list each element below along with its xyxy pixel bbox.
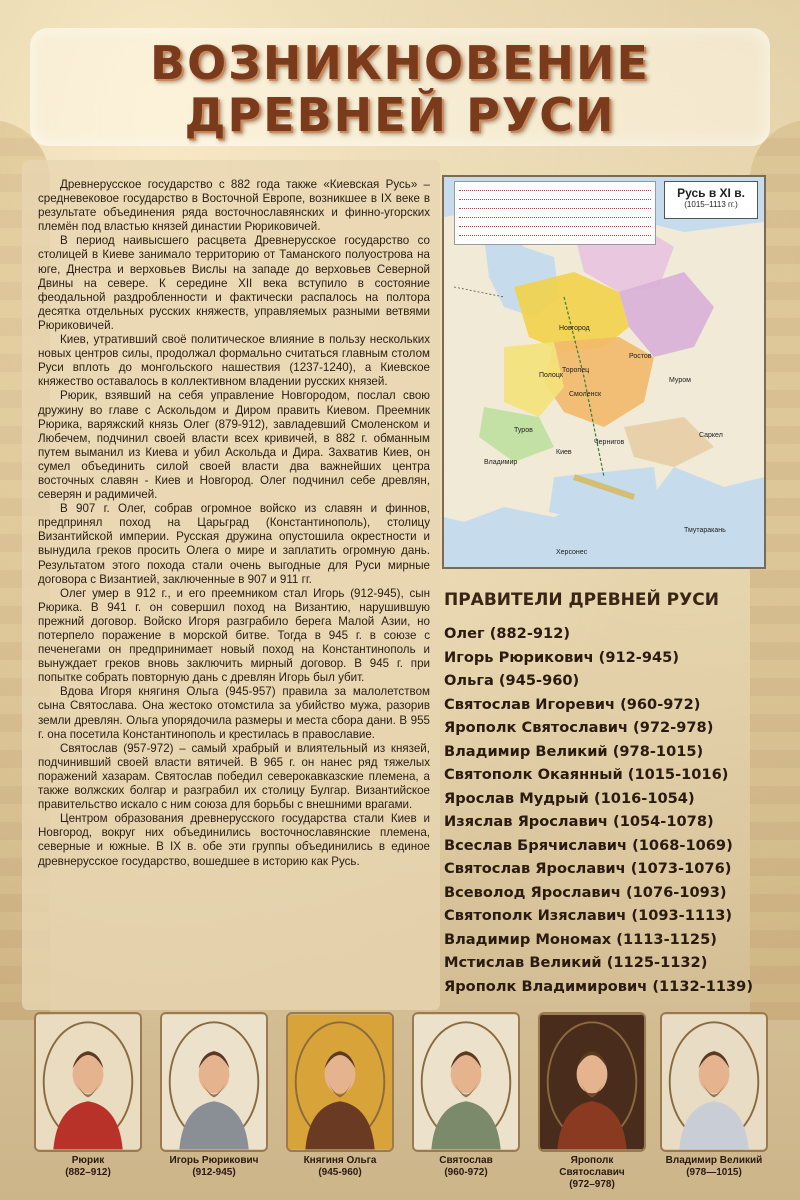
map-city-label: Туров <box>514 427 533 434</box>
map-subtitle: (1015–1113 гг.) <box>684 200 738 209</box>
portrait-card <box>34 1012 142 1179</box>
portrait-card <box>660 1012 768 1179</box>
portrait-name: Святослав <box>439 1155 493 1166</box>
portrait-name: Рюрик <box>71 1155 105 1166</box>
map-city-label: Смоленск <box>569 391 602 398</box>
portrait-years: (945-960) <box>318 1167 362 1178</box>
portrait-card <box>160 1012 268 1179</box>
article-paragraph: Вдова Игоря княгиня Ольга (945-957) правила за малолетством сына Святослава. Она жестоко отомстила за убийство мужа, разорив земли древлян. Ольга упорядочила размеры и места сбора дани. В 955 г. она посетила Константинополь и крестилась в православие. <box>38 685 430 741</box>
ruler-item: Ольга (945-960) <box>444 672 580 689</box>
article-paragraph: В период наивысшего расцвета Древнерусское государство со столицей в Киеве занимало территорию от Таманского полуострова на юге, Днестра и верховьев Вислы на западе до верховьев Северной Двины на севере. К середине XII века вступило в состояние феодальной раздробленности и фактически распалось на полтора десятка отдельных русских княжеств, управляемых разными ветвями Рюриковичей. <box>38 234 430 332</box>
page-title-line-1: ВОЗНИКНОВЕНИЕ <box>150 36 650 90</box>
portrait-name: Игорь Рюрикович <box>169 1155 259 1166</box>
map-city-label: Херсонес <box>556 549 588 556</box>
ruler-item: Святослав Игоревич (960-972) <box>444 695 701 713</box>
ruler-item: Владимир Великий (978-1015) <box>444 742 704 760</box>
map-city-label: Новгород <box>559 325 590 332</box>
map-legend <box>454 181 656 245</box>
portrait-years: (912-945) <box>192 1167 236 1178</box>
map-city-label: Тмутаракань <box>684 527 726 534</box>
page-title-line-2: ДРЕВНЕЙ РУСИ <box>184 88 616 142</box>
map-city-label: Муром <box>669 377 691 384</box>
map-city-label: Киев <box>556 449 572 456</box>
rulers-heading: ПРАВИТЕЛИ ДРЕВНЕЙ РУСИ <box>444 590 719 610</box>
ruler-item: Ярополк Владимирович (1132-1139) <box>444 977 753 995</box>
portrait-card <box>412 1012 520 1179</box>
article-body <box>38 178 430 869</box>
map-city-label: Ростов <box>629 353 652 360</box>
portrait-name: Владимир Великий <box>665 1155 763 1166</box>
ruler-item: Ярослав Мудрый (1016-1054) <box>444 789 695 807</box>
ruler-item: Всеволод Ярославич (1076-1093) <box>444 883 727 901</box>
article-paragraph: Киев, утративший своё политическое влияние в пользу нескольких новых центров силы, продолжал формально считаться главным столом Руси вплоть до монгольского нашествия (1237-1240), а Киевское княжество оставалось в коллективном владении русских князей. <box>38 333 430 389</box>
map-city-label: Саркел <box>699 432 723 439</box>
portrait-card <box>286 1012 394 1179</box>
portraits-row <box>0 1012 800 1192</box>
article-paragraph: Олег умер в 912 г., и его преемником стал Игорь (912-945), сын Рюрика. В 941 г. он совершил поход на Византию, нарушившую прежний договор. Войско Игоря разграбило берега Малой Азии, но потерпело поражение в морской битве. Тогда в 945 г. в союзе с печенегами он предпринимает новый поход на Константинополь и вынуждает греков вновь заключить мирный договор. В 945 г. при попытке собрать повторную дань с древлян Игорь был убит. <box>38 586 430 685</box>
portrait-image <box>286 1012 394 1152</box>
rulers-list <box>444 622 774 998</box>
article-paragraph: Рюрик, взявший на себя управление Новгородом, послал свою дружину во главе с Аскольдом и Диром править Киевом. Преемник Рюрика, варяжский князь Олег (879-912), завладевший Смоленском и Любечем, подчинил своей власти всех кривичей, в 882 г. обманным путем выманил из Киева и убил Аскольда и Дира. Захватив Киев, он сумел объединить силой своей власти два важнейших центра восточных славян - Киев и Новгород. Олег подчинил себе древлян, северян и радимичей. <box>38 389 430 502</box>
portrait-image <box>34 1012 142 1152</box>
ruler-item: Изяслав Ярославич (1054-1078) <box>444 813 714 830</box>
portrait-years: (960-972) <box>444 1167 488 1178</box>
ruler-item: Владимир Мономах (1113-1125) <box>444 930 717 948</box>
historical-map <box>442 175 766 569</box>
portrait-name: Ярополк Святославич <box>559 1155 625 1178</box>
portrait-image <box>160 1012 268 1152</box>
article-paragraph: Древнерусское государство с 882 года также «Киевская Русь» – средневековое государство в Восточной Европе, возникшее в IX веке в результате объединения ряда восточнославянских и финно-угорских племён под властью князей династии Рюриковичей. <box>38 178 430 234</box>
article-paragraph: Святослав (957-972) – самый храбрый и влиятельный из князей, подчинивший своей власти вятичей. В 965 г. он нанес ряд тяжелых поражений хазарам. Святослав победил северокавказские племена, а также волжских болгар и разграбил их столицу Булгар. Византийское правительство искало с ним союза для борьбы с внешними врагами. <box>38 741 430 812</box>
portrait-image <box>660 1012 768 1152</box>
ruler-item: Олег (882-912) <box>444 625 571 642</box>
map-title: Русь в XI в. <box>677 186 745 200</box>
ruler-item: Всеслав Брячиславич (1068-1069) <box>444 836 733 854</box>
map-city-label: Торопец <box>562 367 590 374</box>
map-title-box <box>664 181 758 219</box>
ruler-item: Святополк Окаянный (1015-1016) <box>444 766 729 783</box>
portrait-years: (882–912) <box>65 1167 111 1178</box>
portrait-image <box>412 1012 520 1152</box>
ruler-item: Игорь Рюрикович (912-945) <box>444 648 679 666</box>
map-city-label: Чернигов <box>594 439 625 446</box>
ruler-item: Мстислав Великий (1125-1132) <box>444 954 708 971</box>
map-city-label: Полоцк <box>539 372 563 379</box>
portrait-years: (978—1015) <box>686 1167 742 1178</box>
portrait-image <box>538 1012 646 1152</box>
ruler-item: Ярополк Святославич (972-978) <box>444 719 714 736</box>
portrait-card <box>538 1012 646 1191</box>
portrait-name: Княгиня Ольга <box>303 1155 377 1166</box>
portrait-years: (972–978) <box>569 1179 615 1190</box>
article-paragraph: В 907 г. Олег, собрав огромное войско из славян и финнов, предпринял поход на Царьград (Константинополь), столицу Византийской империи. Русская дружина опустошила окрестности и вынудила греков просить Олега о мире и заплатить огромную дань. Результатом этого похода стали очень выгодные для Руси мирные договора с Византией, заключенные в 907 и 911 гг. <box>38 502 430 586</box>
article-paragraph: Центром образования древнерусского государства стали Киев и Новгород, вокруг них объединились восточнославянские племена, северные и южные. В IX в. обе эти группы объединились в единое древнерусское государство, вошедшее в историю как Русь. <box>38 812 430 868</box>
ruler-item: Святослав Ярославич (1073-1076) <box>444 860 732 877</box>
ruler-item: Святополк Изяславич (1093-1113) <box>444 907 733 924</box>
map-city-label: Владимир <box>484 459 518 466</box>
